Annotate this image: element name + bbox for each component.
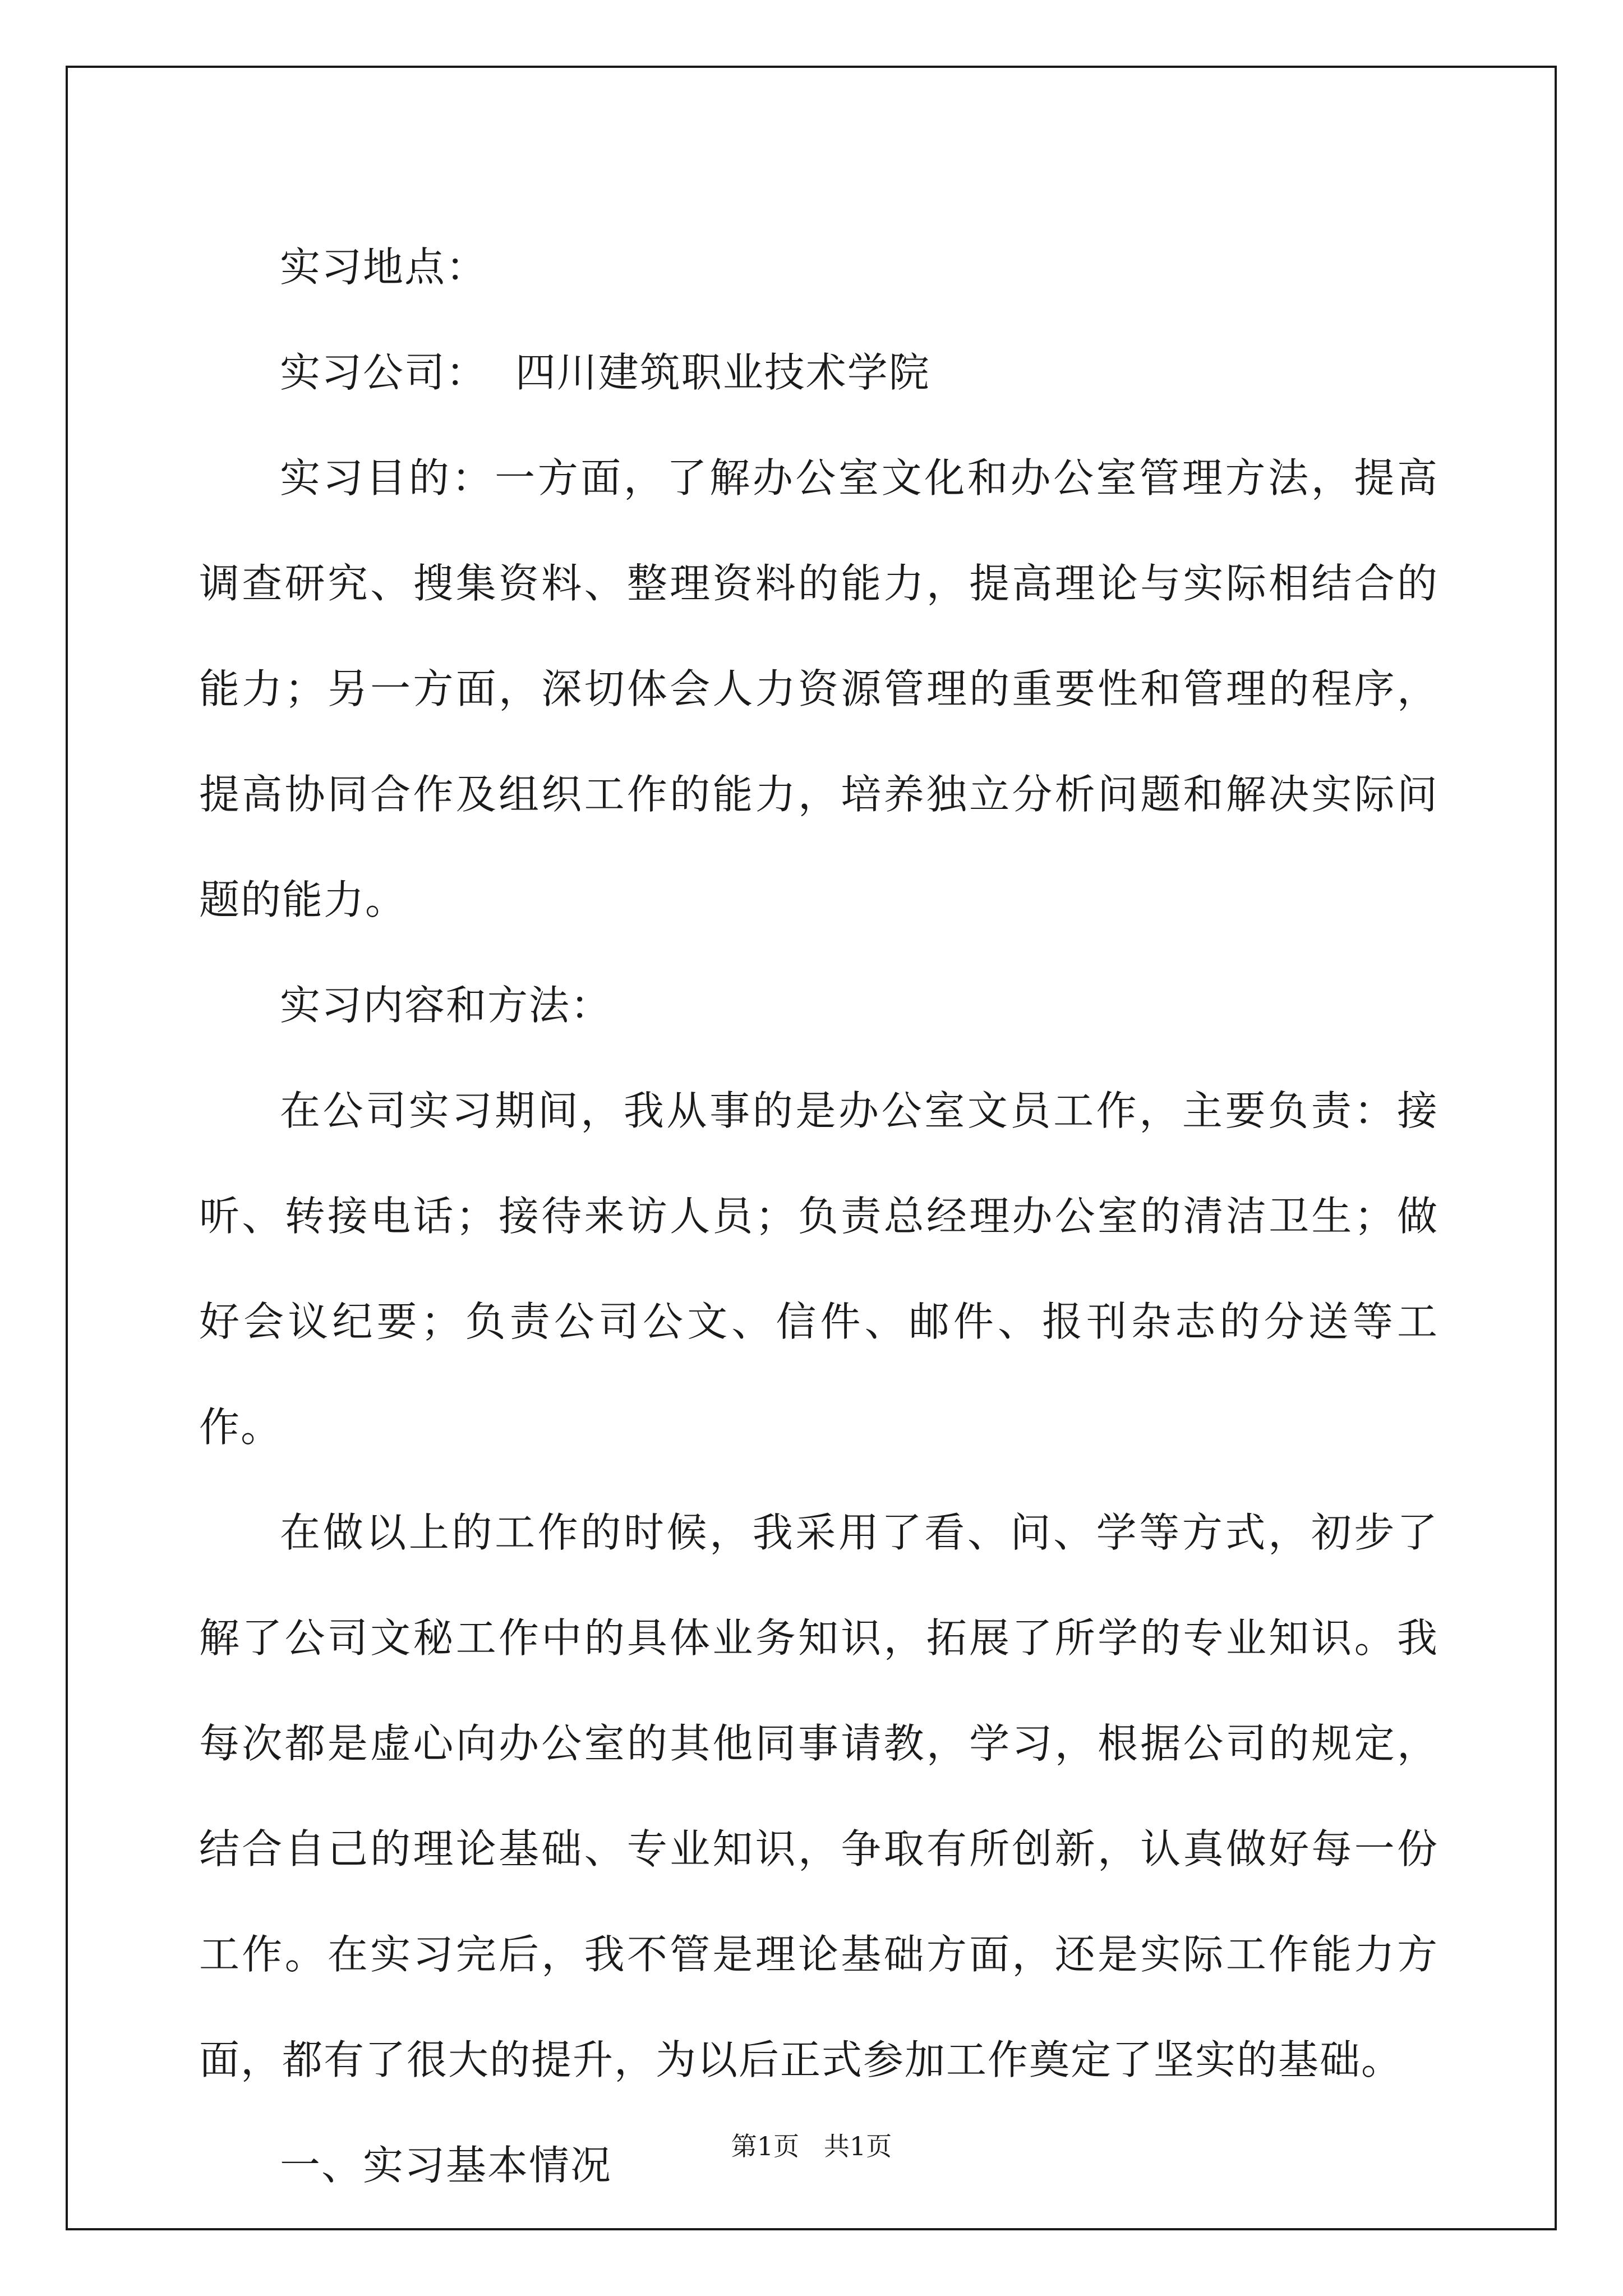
paragraph-content-heading: 实习内容和方法： bbox=[280, 982, 612, 1029]
paragraph-company: 实习公司： 四川建筑职业技术学院 bbox=[280, 349, 930, 396]
page-footer: 第1页 共1页 bbox=[731, 2131, 892, 2161]
paragraph-location: 实习地点： bbox=[280, 243, 488, 291]
paragraph-purpose: 实习目的：一方面，了解办公室文化和办公室管理方法，提高调查研究、搜集资料、整理资料的能力，提高理论与实际相结合的能力；另一方面，深切体会人力资源管理的重要性和管理的程序，提高协同合作及组织工作的能力，培养独立分析问题和解决实际问题的能力。 bbox=[199, 454, 1438, 923]
paragraph-duties: 在公司实习期间，我从事的是办公室文员工作，主要负责：接听、转接电话；接待来访人员；负责总经理办公室的清洁卫生；做好会议纪要；负责公司公文、信件、邮件、报刊杂志的分送等工作。 bbox=[199, 1087, 1438, 1451]
document-body bbox=[199, 214, 1438, 2218]
section-heading-basic-situation: 一、实习基本情况 bbox=[280, 2142, 612, 2189]
paragraph-methods: 在做以上的工作的时候，我采用了看、问、学等方式，初步了解了公司文秘工作中的具体业务知识，拓展了所学的专业知识。我每次都是虚心向办公室的其他同事请教，学习，根据公司的规定，结合自己的理论基础、专业知识，争取有所创新，认真做好每一份工作。在实习完后，我不管是理论基础方面，还是实际工作能力方面，都有了很大的提升，为以后正式参加工作奠定了坚实的基础。 bbox=[199, 1509, 1438, 2083]
